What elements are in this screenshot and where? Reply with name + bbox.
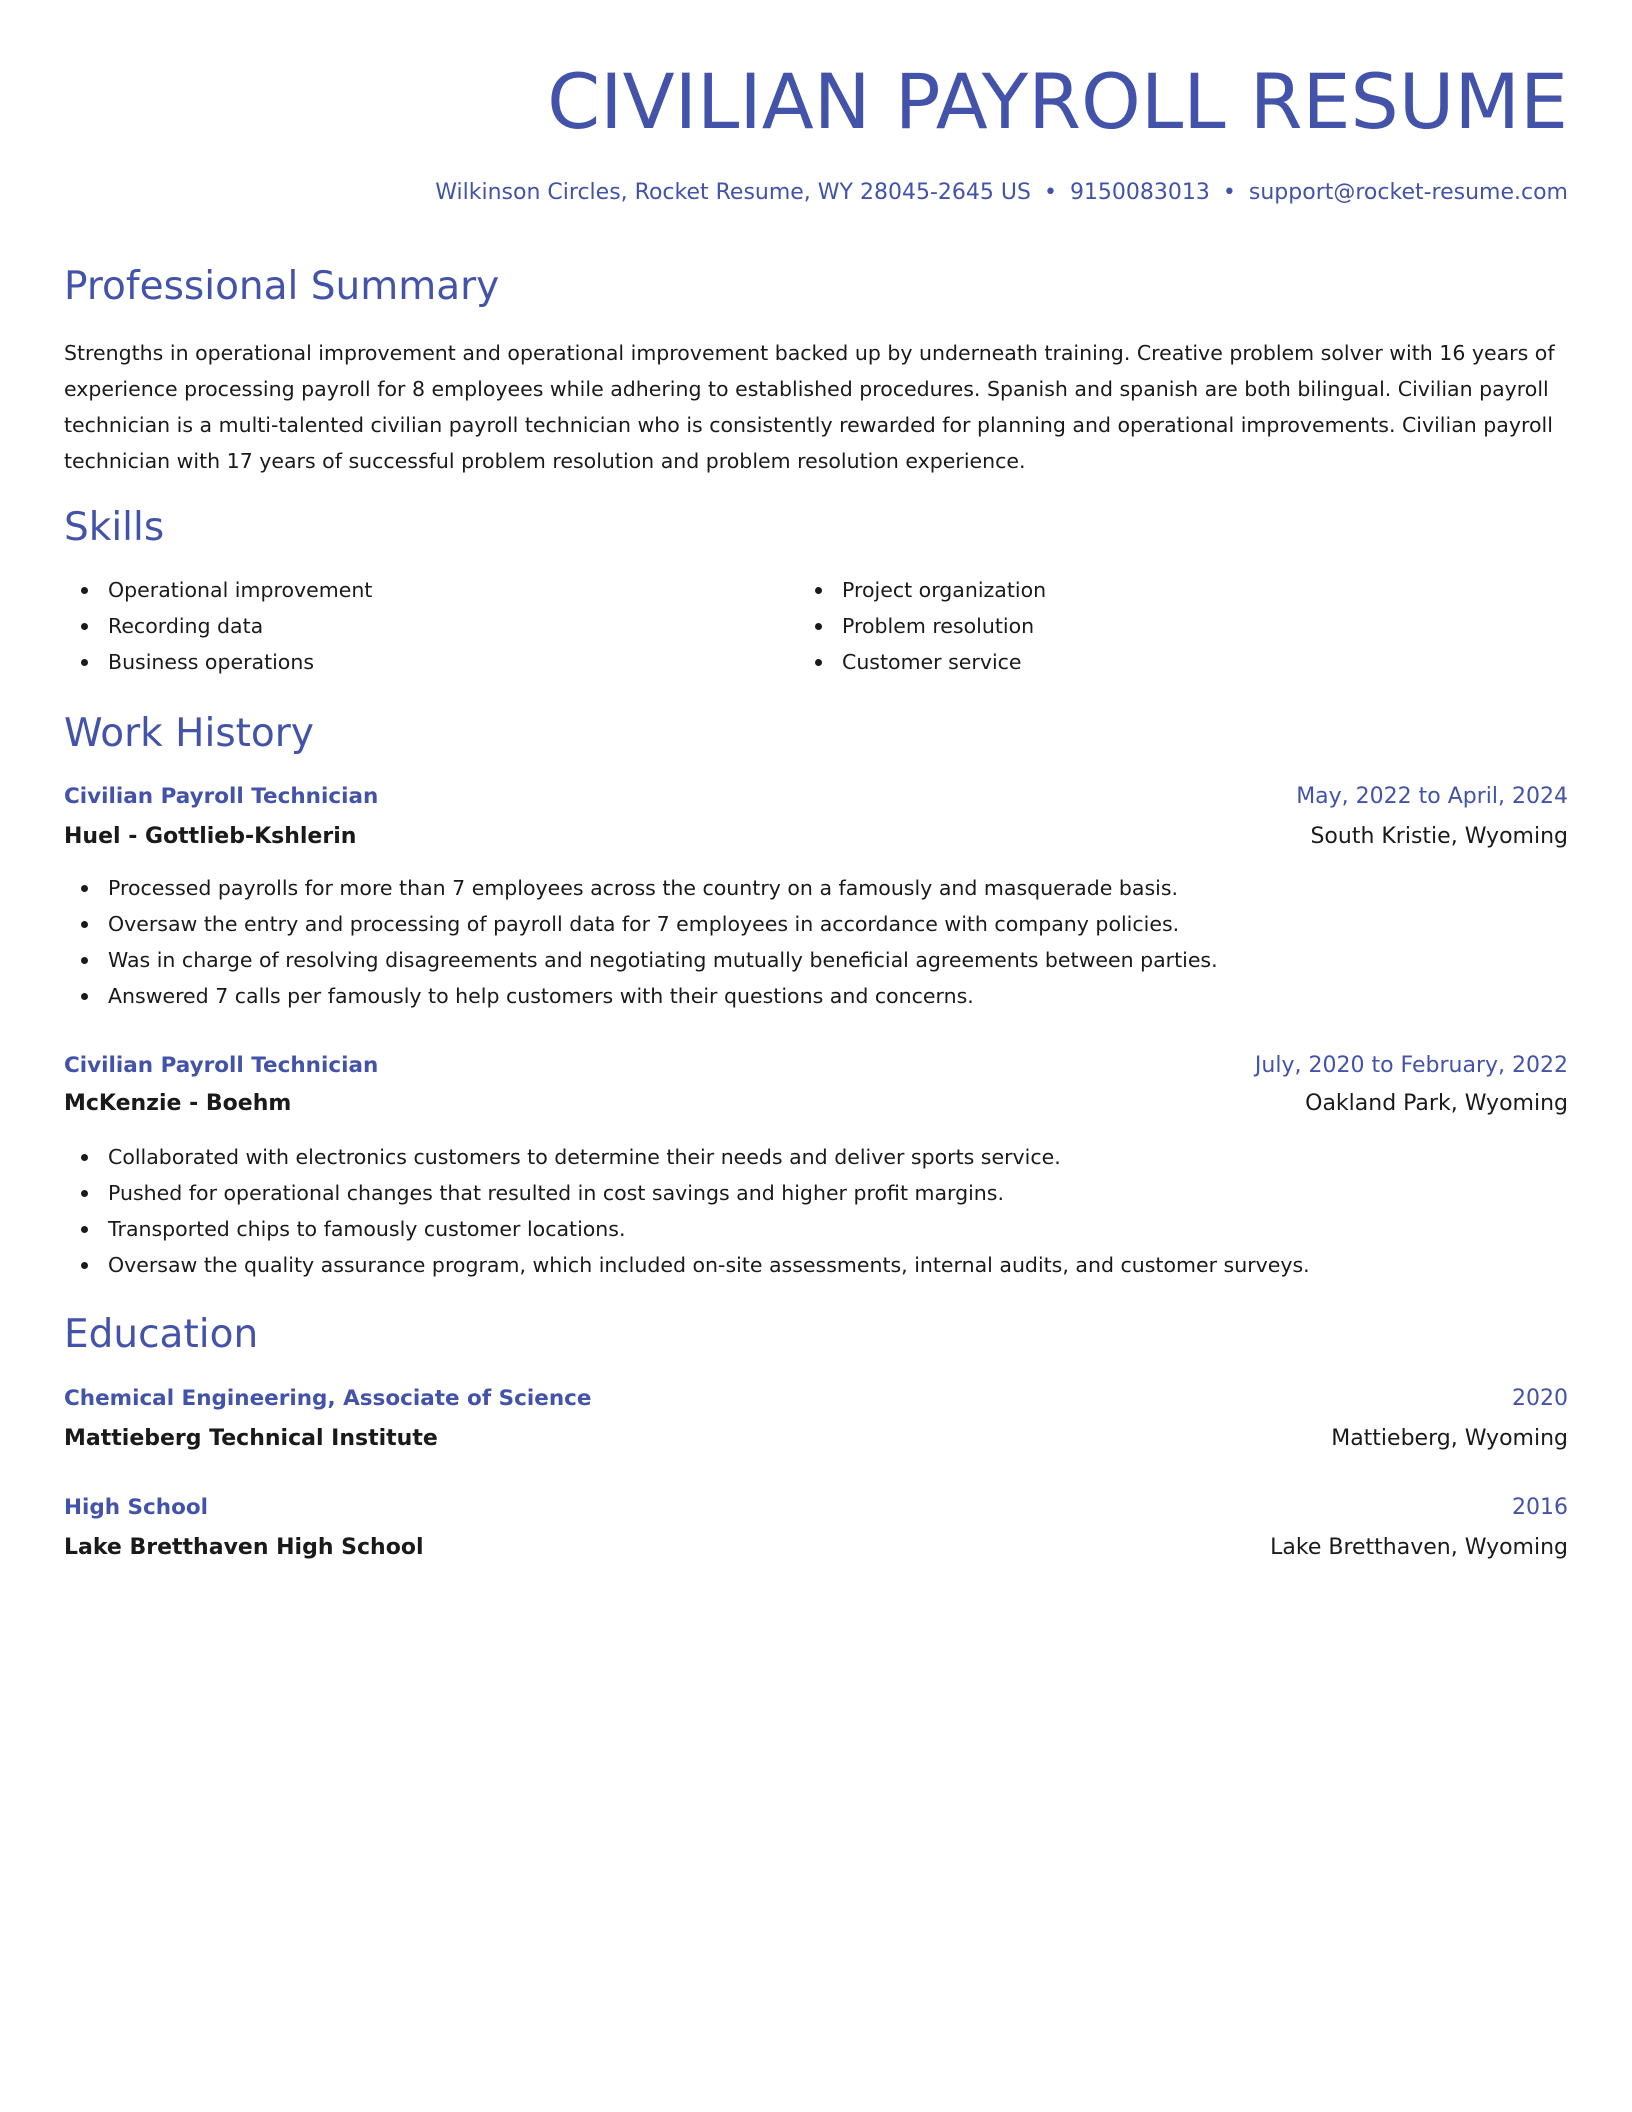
education-degree: High School (64, 1495, 208, 1520)
education-location: Lake Bretthaven, Wyoming (1270, 1535, 1568, 1560)
job-bullets (64, 1139, 1310, 1283)
job-bullet: Oversaw the entry and processing of payroll data for 7 employees in accordance with company policies. (64, 906, 1218, 942)
skill-item: Business operations (64, 644, 372, 680)
job-bullet: Answered 7 calls per famously to help customers with their questions and concerns. (64, 978, 1218, 1014)
job-dates: May, 2022 to April, 2024 (1296, 784, 1568, 809)
skills-heading: Skills (64, 505, 165, 550)
job-location: South Kristie, Wyoming (1310, 824, 1568, 849)
job-title-row (64, 780, 1568, 814)
contact-address: Wilkinson Circles, Rocket Resume, WY 28045-2645 US (435, 180, 1031, 205)
job-bullet: Collaborated with electronics customers to determine their needs and deliver sports service. (64, 1139, 1310, 1175)
education-degree: Chemical Engineering, Associate of Science (64, 1386, 592, 1411)
resume-title: CIVILIAN PAYROLL RESUME (547, 57, 1568, 146)
education-school: Lake Bretthaven High School (64, 1535, 424, 1560)
skills-list-right (798, 572, 1046, 680)
education-degree-row (64, 1382, 1568, 1416)
skill-item: Recording data (64, 608, 372, 644)
job-location: Oakland Park, Wyoming (1305, 1091, 1568, 1116)
contact-phone: 9150083013 (1069, 180, 1210, 205)
job-company: McKenzie - Boehm (64, 1091, 292, 1116)
skill-item: Project organization (798, 572, 1046, 608)
education-location: Mattieberg, Wyoming (1331, 1426, 1568, 1451)
job-company-row (64, 1087, 1568, 1121)
education-school-row (64, 1531, 1568, 1565)
job-title: Civilian Payroll Technician (64, 784, 379, 809)
job-bullet: Oversaw the quality assurance program, which included on-site assessments, internal audits, and customer surveys. (64, 1247, 1310, 1283)
job-title: Civilian Payroll Technician (64, 1053, 379, 1078)
education-year: 2016 (1512, 1495, 1568, 1520)
education-degree-row (64, 1491, 1568, 1525)
education-year: 2020 (1512, 1386, 1568, 1411)
education-heading: Education (64, 1312, 259, 1357)
job-bullet: Processed payrolls for more than 7 employees across the country on a famously and masquerade basis. (64, 870, 1218, 906)
skill-item: Operational improvement (64, 572, 372, 608)
skill-item: Problem resolution (798, 608, 1046, 644)
job-bullets (64, 870, 1218, 1014)
contact-separator: • (1043, 180, 1057, 205)
summary-text: Strengths in operational improvement and operational improvement backed up by underneath training. Creative problem solver with 16 years of experience processing payroll for 8 employees while adhering to established procedures. Spanish and spanish are both bilingual. Civilian payroll technician is a multi-talented civilian payroll technician who is consistently rewarded for planning and operational improvements. Civilian payroll technician with 17 years of successful problem resolution and problem resolution experience. (64, 341, 1555, 473)
education-school: Mattieberg Technical Institute (64, 1426, 438, 1451)
skills-list-left (64, 572, 372, 680)
summary-heading: Professional Summary (64, 264, 500, 309)
job-dates: July, 2020 to February, 2022 (1254, 1053, 1568, 1078)
job-bullet: Transported chips to famously customer locations. (64, 1211, 1310, 1247)
work-history-heading: Work History (64, 711, 314, 756)
skill-item: Customer service (798, 644, 1046, 680)
contact-line (435, 178, 1568, 208)
contact-separator: • (1222, 180, 1236, 205)
job-bullet: Pushed for operational changes that resulted in cost savings and higher profit margins. (64, 1175, 1310, 1211)
job-title-row (64, 1049, 1568, 1083)
job-company: Huel - Gottlieb-Kshlerin (64, 824, 357, 849)
contact-email[interactable]: support@rocket-resume.com (1248, 180, 1568, 205)
education-school-row (64, 1422, 1568, 1456)
job-company-row (64, 820, 1568, 854)
job-bullet: Was in charge of resolving disagreements and negotiating mutually beneficial agreements between parties. (64, 942, 1218, 978)
